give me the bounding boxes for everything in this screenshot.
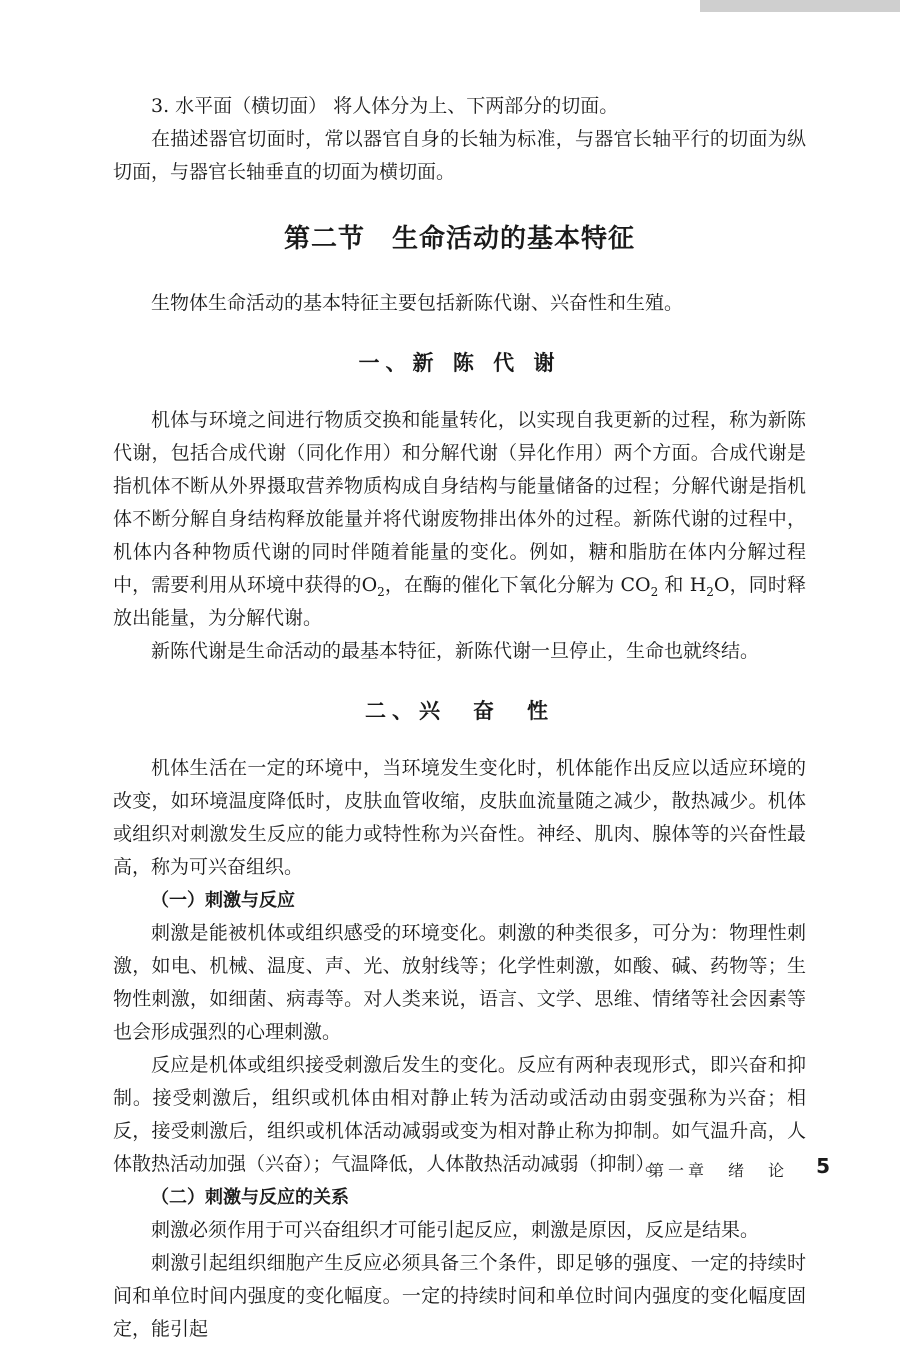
- metabolism-heading: 一、新 陈 代 谢: [358, 351, 561, 375]
- relation-paragraph-1: 刺激必须作用于可兴奋组织才可能引起反应，刺激是原因，反应是结果。: [151, 1219, 760, 1241]
- top-gray-band: [0, 0, 900, 12]
- relation-paragraph-2: 刺激引起组织细胞产生反应必须具备三个条件，即足够的强度、一定的持续时间和单位时间内强度的变化幅度。一定的持续时间和单位时间内强度的变化幅度固定，能引起: [113, 1252, 806, 1340]
- stimulus-paragraph: 刺激是能被机体或组织感受的环境变化。刺激的种类很多，可分为：物理性刺激，如电、机械、温度、声、光、放射线等；化学性刺激，如酸、碱、药物等；生物性刺激，如细菌、病毒等。对人类来说，语言、文学、思维、情绪等社会因素等也会形成强烈的心理刺激。: [113, 922, 806, 1043]
- top-gray-band-bar: [700, 0, 900, 12]
- plane-item-3: 3. 水平面（横切面） 将人体分为上、下两部分的切面。: [151, 95, 619, 117]
- stimulus-relation-heading: （二）刺激与反应的关系: [151, 1187, 349, 1208]
- co2-formula: $CO_2$: [620, 574, 659, 599]
- excitability-paragraph-1: 机体生活在一定的环境中，当环境发生变化时，机体能作出反应以适应环境的改变，如环境温度降低时，皮肤血管收缩，皮肤血流量随之减少，散热减少。机体或组织对刺激发生反应的能力或特性称为兴奋性。神经、肌肉、腺体等的兴奋性最高，称为可兴奋组织。: [113, 757, 806, 878]
- metabolism-paragraph-2: 新陈代谢是生命活动的最基本特征，新陈代谢一旦停止，生命也就终结。: [151, 640, 760, 662]
- metabolism-paragraph-1: 机体与环境之间进行物质交换和能量转化，以实现自我更新的过程，称为新陈代谢，包括合成代谢（同化作用）和分解代谢（异化作用）两个方面。合成代谢是指机体不断从外界摄取营养物质构成自身结构与能量储备的过程；分解代谢是指机体不断分解自身结构释放能量并将代谢废物排出体外的过程。新陈代谢的过程中，机体内各种物质代谢的同时伴随着能量的变化。例如，糖和脂肪在体内分解过程中，需要利用从环境中获得的$O_2$，在酶的催化下氧化分解为 $CO_2$ 和 $H_2O$，同时释放出能量，为分解代谢。: [113, 409, 806, 629]
- section-title: 第二节 生命活动的基本特征: [283, 224, 635, 254]
- chapter-label: 第一章 绪 论: [647, 1161, 788, 1180]
- stimulus-response-heading: （一）刺激与反应: [151, 890, 295, 911]
- section-plane-paragraph: 在描述器官切面时，常以器官自身的长轴为标准，与器官长轴平行的切面为纵切面，与器官长轴垂直的切面为横切面。: [113, 128, 806, 183]
- section-intro: 生物体生命活动的基本特征主要包括新陈代谢、兴奋性和生殖。: [151, 292, 684, 314]
- o2-formula: $O_2$: [361, 574, 385, 599]
- excitability-heading: 二、兴 奋 性: [365, 699, 554, 723]
- page-number: 5: [816, 1154, 830, 1178]
- page-footer: [560, 1154, 830, 1184]
- metabolism-p1-text: 机体与环境之间进行物质交换和能量转化，以实现自我更新的过程，称为新陈代谢，包括合成代谢（同化作用）和分解代谢（异化作用）两个方面。合成代谢是指机体不断从外界摄取营养物质构成自身结构与能量储备的过程；分解代谢是指机体不断分解自身结构释放能量并将代谢废物排出体外的过程。新陈代谢的过程中，机体内各种物质代谢的同时伴随着能量的变化。例如，糖和脂肪在体内分解过程中，需要利用从环境中获得的: [113, 409, 806, 596]
- response-paragraph: 反应是机体或组织接受刺激后发生的变化。反应有两种表现形式，即兴奋和抑制。接受刺激后，组织或机体由相对静止转为活动或活动由弱变强称为兴奋；相反，接受刺激后，组织或机体活动减弱或变为相对静止称为抑制。如气温升高，人体散热活动加强（兴奋）；气温降低，人体散热活动减弱（抑制）。: [113, 1054, 806, 1175]
- h2o-formula: $H_2O$: [689, 574, 730, 599]
